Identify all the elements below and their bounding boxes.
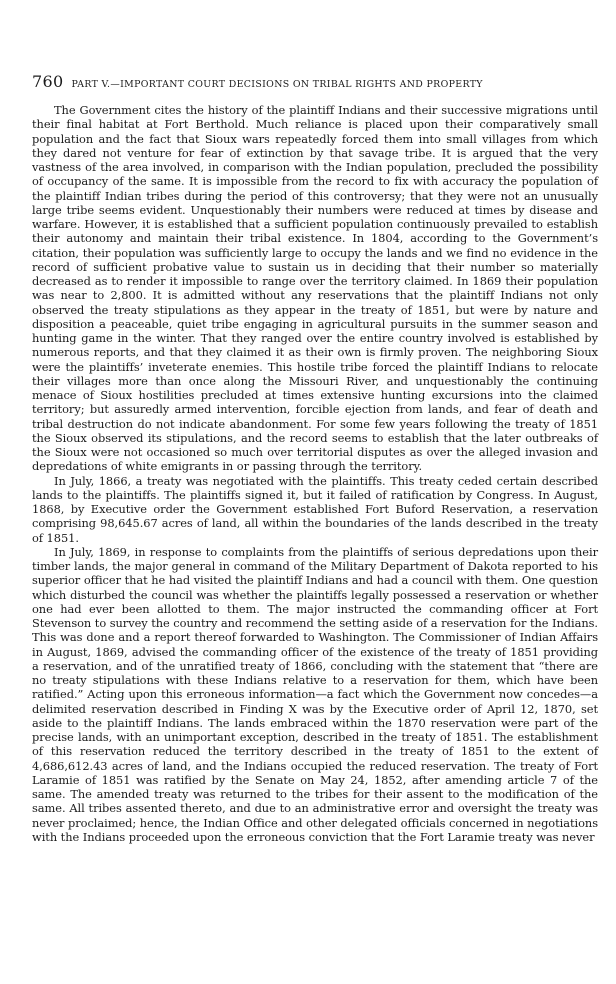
document-page: [32, 72, 598, 844]
body-text: [32, 103, 598, 844]
running-header: [32, 72, 598, 91]
page-number: 760: [32, 72, 64, 91]
paragraph: The Government cites the history of the plaintiff Indians and their successive migrations until their final habitat at Fort Berthold. Much reliance is placed upon their comparatively small population and the fact that Sioux wars repeatedly forced them into small villages from which they dared not venture for fear of extinction by that savage tribe. It is argued that the very vastness of the area involved, in comparison with the Indian population, precluded the possibility of occupancy of the same. It is impossible from the record to fix with accuracy the population of the plaintiff Indian tribes during the period of this controversy; that they were not an unusually large tribe seems evident. Unquestionably their numbers were reduced at times by disease and warfare. However, it is established that a sufficient population continuously prevailed to establish their autonomy and maintain their tribal existence. In 1804, according to the Government’s citation, their population was sufficiently large to occupy the lands and we find no evidence in the record of sufficient probative value to sustain us in deciding that their number so materially decreased as to render it impossible to range over the territory claimed. In 1869 their population was near to 2,800. It is admitted without any reservations that the plaintiff Indians not only observed the treaty stipulations as they appear in the treaty of 1851, but were by nature and disposition a peaceable, quiet tribe engaging in agricultural pursuits in the summer season and hunting game in the winter. That they ranged over the entire country involved is established by numerous reports, and that they claimed it as their own is firmly proven. The neighboring Sioux were the plaintiffs’ inveterate enemies. This hostile tribe forced the plaintiff Indians to relocate their villages more than once along the Missouri River, and unquestionably the continuing menace of Sioux hostilities precluded at times extensive hunting excursions into the claimed territory; but assuredly armed intervention, forcible ejection from lands, and fear of death and tribal destruction do not indicate abandonment. For some few years following the treaty of 1851 the Sioux observed its stipulations, and the record seems to establish that the later outbreaks of the Sioux were not occasioned so much over territorial disputes as over the alleged invasion and depredations of white emigrants in or passing through the territory.: [32, 103, 598, 474]
paragraph: In July, 1866, a treaty was negotiated with the plaintiffs. This treaty ceded certain described lands to the plaintiffs. The plaintiffs signed it, but it failed of ratification by Congress. In August, 1868, by Executive order the Government established Fort Buford Reservation, a reservation comprising 98,645.67 acres of land, all within the boundaries of the lands described in the treaty of 1851.: [32, 473, 598, 545]
running-header-title: PART V.—IMPORTANT COURT DECISIONS ON TRIBAL RIGHTS AND PROPERTY: [71, 79, 483, 90]
paragraph: In July, 1869, in response to complaints from the plaintiffs of serious depredations upon their timber lands, the major general in command of the Military Department of Dakota reported to his superior officer that he had visited the plaintiff Indians and had a council with them. One question which disturbed the council was whether the plaintiffs legally possessed a reservation or whether one had ever been allotted to them. The major instructed the commanding officer at Fort Stevenson to survey the country and recommend the setting aside of a reservation for the Indians. This was done and a report thereof forwarded to Washington. The Commissioner of Indian Affairs in August, 1869, advised the commanding officer of the existence of the treaty of 1851 providing a reservation, and of the unratified treaty of 1866, concluding with the statement that “there are no treaty stipulations with these Indians relative to a reservation for them, which have been ratified.” Acting upon this erroneous information—a fact which the Government now concedes—a delimited reservation described in Finding X was by the Executive order of April 12, 1870, set aside to the plaintiff Indians. The lands embraced within the 1870 reservation were part of the precise lands, with an unimportant exception, described in the treaty of 1851. The establishment of this reservation reduced the territory described in the treaty of 1851 to the extent of 4,686,612.43 acres of land, and the Indians occupied the reduced reservation. The treaty of Fort Laramie of 1851 was ratified by the Senate on May 24, 1852, after amending article 7 of the same. The amended treaty was returned to the tribes for their assent to the modification of the same. All tribes assented thereto, and due to an administrative error and oversight the treaty was never proclaimed; hence, the Indian Office and other delegated officials concerned in negotiations with the Indians proceeded upon the erroneous conviction that the Fort Laramie treaty was never: [32, 544, 598, 844]
